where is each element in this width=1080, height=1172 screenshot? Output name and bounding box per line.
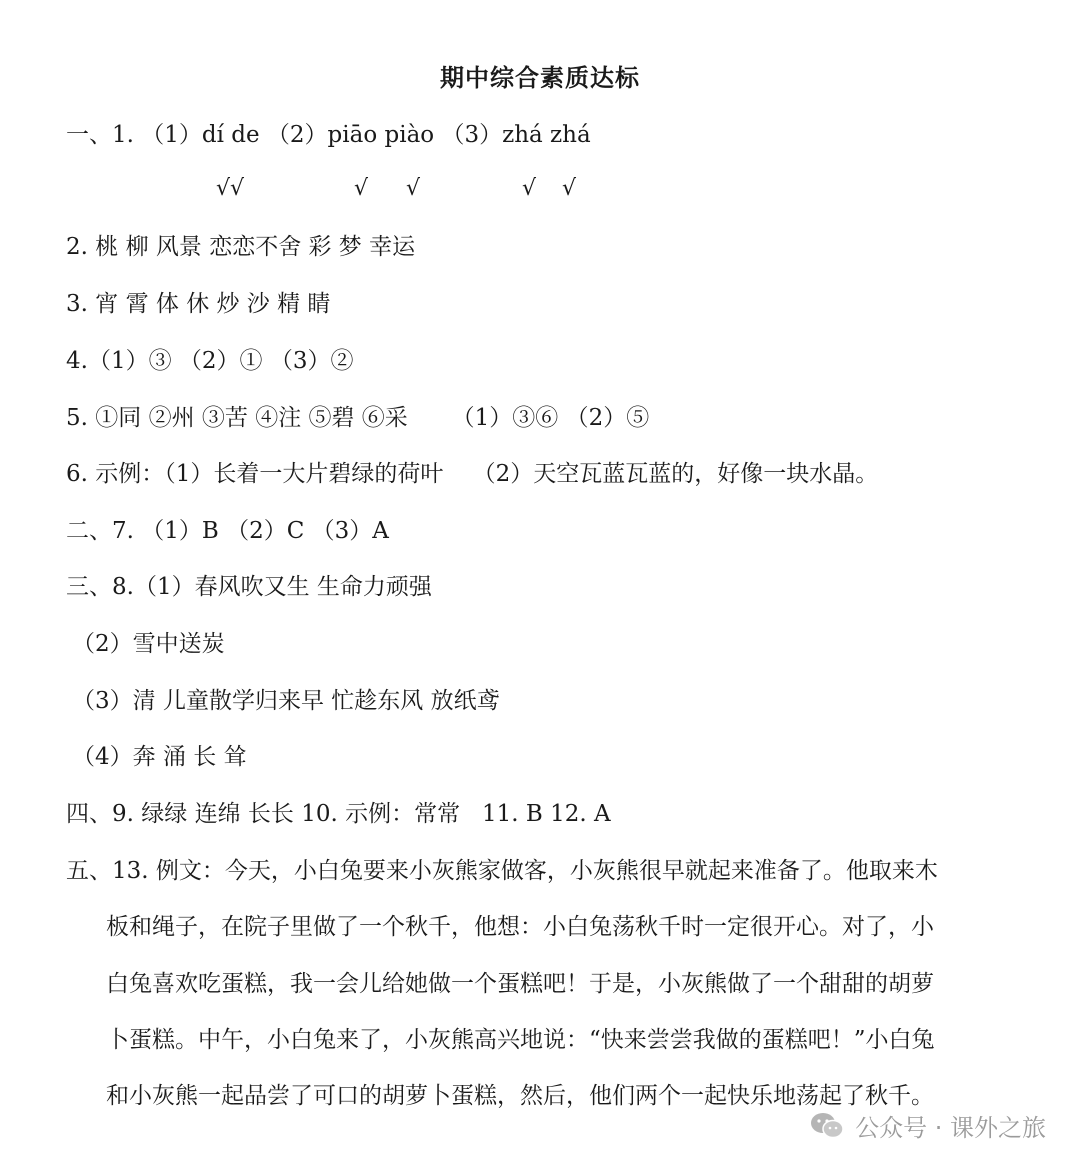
essay-line: 板和绳子，在院子里做了一个秋千，他想：小白兔荡秋千时一定很开心。对了，小 xyxy=(106,914,934,940)
watermark-text: 公众号 · 课外之旅 xyxy=(855,1114,1046,1142)
check-mark: √ xyxy=(406,176,421,201)
answer-line-5: 5. ①同 ②州 ③苦 ④注 ⑤碧 ⑥采 （1）③⑥ （2）⑤ xyxy=(66,405,650,431)
answer-line-3: 3. 宵 霄 体 休 炒 沙 精 睛 xyxy=(66,291,331,317)
wechat-icon xyxy=(809,1111,845,1141)
answer-line-1: 一、1. （1）dí de （2）piāo piào （3）zhá zhá xyxy=(66,122,591,148)
check-mark: √√ xyxy=(216,176,245,201)
check-mark: √ xyxy=(522,176,537,201)
answer-line-8-3: （3）清 儿童散学归来早 忙趁东风 放纸鸢 xyxy=(72,688,500,714)
answer-line-8: 三、8.（1）春风吹又生 生命力顽强 xyxy=(66,574,432,600)
essay-line: 白兔喜欢吃蛋糕，我一会儿给她做一个蛋糕吧！于是，小灰熊做了一个甜甜的胡萝 xyxy=(106,971,934,997)
essay-line: 和小灰熊一起品尝了可口的胡萝卜蛋糕，然后，他们两个一起快乐地荡起了秋千。 xyxy=(106,1083,934,1109)
page-title: 期中综合素质达标 xyxy=(440,64,640,92)
answer-line-4: 4.（1）③ （2）① （3）② xyxy=(66,348,354,374)
answer-line-13: 五、13. 例文：今天，小白兔要来小灰熊家做客，小灰熊很早就起来准备了。他取来木 xyxy=(66,858,938,884)
answer-line-8-4: （4）奔 涌 长 耸 xyxy=(72,744,247,770)
essay-line: 卜蛋糕。中午，小白兔来了，小灰熊高兴地说：“快来尝尝我做的蛋糕吧！”小白兔 xyxy=(106,1027,935,1053)
answer-line-2: 2. 桃 柳 风景 恋恋不舍 彩 梦 幸运 xyxy=(66,234,416,260)
check-mark: √ xyxy=(562,176,577,201)
answer-line-9: 四、9. 绿绿 连绵 长长 10. 示例：常常 11. B 12. A xyxy=(66,801,611,827)
check-mark: √ xyxy=(354,176,369,201)
answer-line-7: 二、7. （1）B （2）C （3）A xyxy=(66,518,389,544)
answer-line-6: 6. 示例：（1）长着一大片碧绿的荷叶 （2）天空瓦蓝瓦蓝的，好像一块水晶。 xyxy=(66,461,879,487)
answer-line-8-2: （2）雪中送炭 xyxy=(72,631,225,657)
watermark xyxy=(809,1108,1046,1143)
